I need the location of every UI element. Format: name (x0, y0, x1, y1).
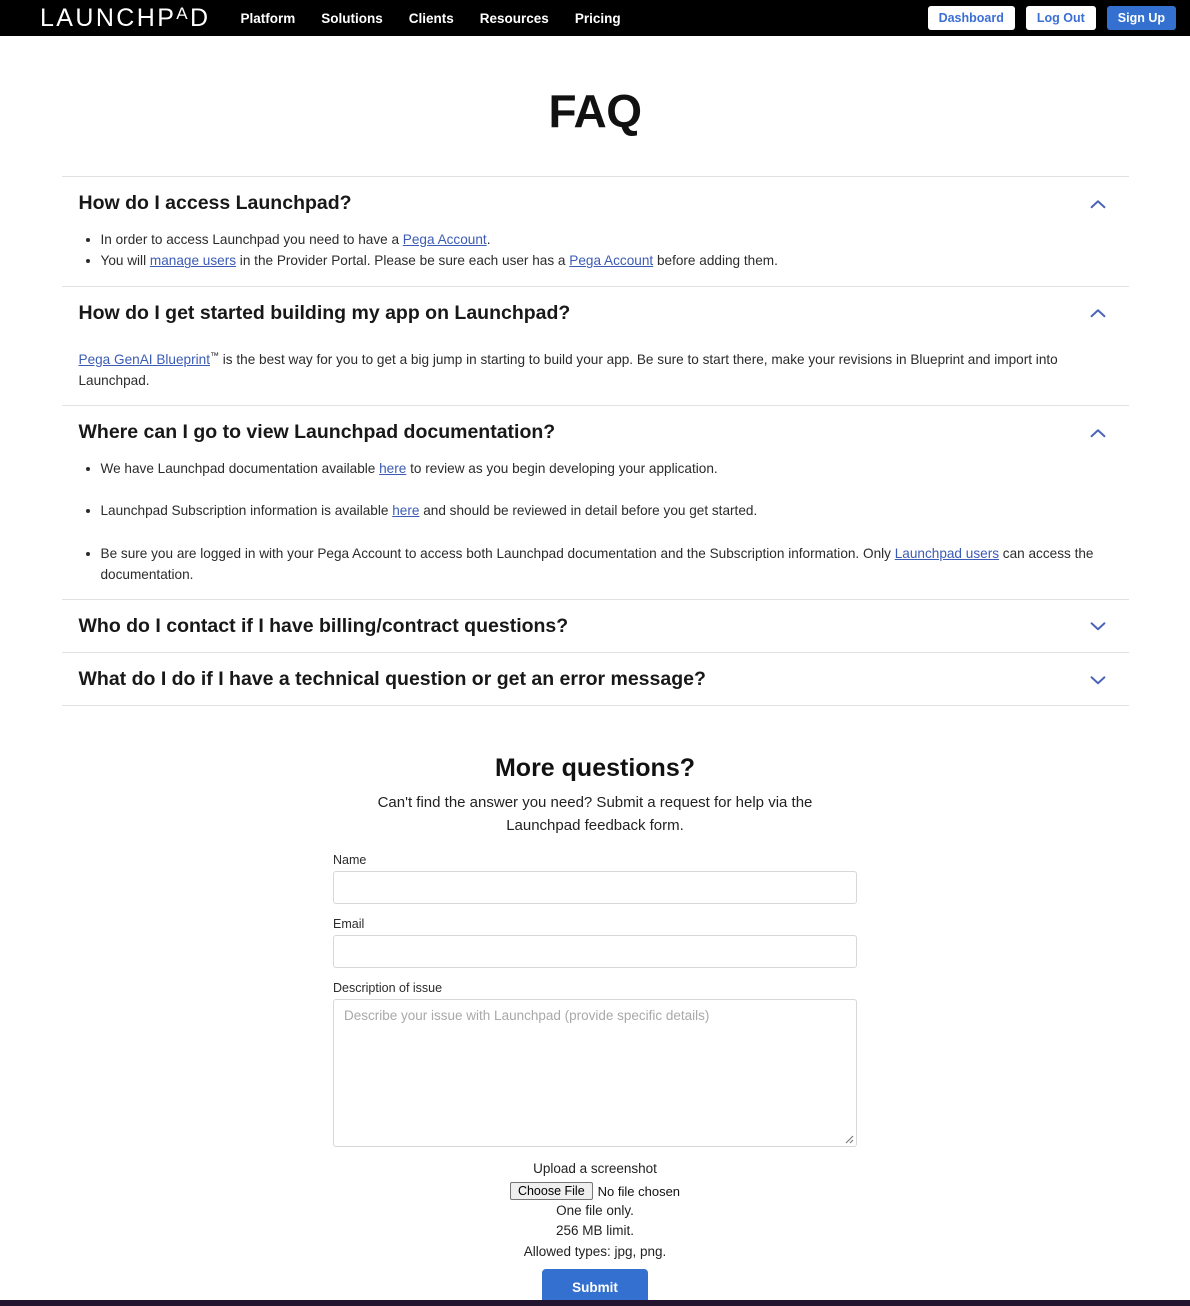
faq-item (62, 287, 1129, 407)
faq-question-header[interactable] (62, 653, 1129, 705)
faq-bullet-list (79, 458, 1112, 584)
body-text: . (486, 232, 491, 248)
logo-text-superscript: A (176, 3, 191, 23)
nav-item-clients[interactable]: Clients (408, 10, 454, 26)
inline-link[interactable]: Pega GenAI Blueprint (78, 351, 210, 367)
faq-bullet-item (101, 543, 1112, 585)
launchpad-logo[interactable] (40, 3, 211, 32)
faq-question-text: What do I do if I have a technical question or get an error message? (78, 668, 706, 691)
faq-question-text: Where can I go to view Launchpad documentation? (78, 421, 556, 444)
faq-bullet-item (101, 458, 1112, 479)
chevron-down-icon[interactable] (1088, 674, 1108, 686)
body-text: and should be reviewed in detail before you get started. (419, 503, 758, 519)
faq-question-text: How do I access Launchpad? (78, 192, 352, 214)
footer-strip (0, 1300, 1190, 1306)
signup-button[interactable]: Sign Up (1107, 6, 1176, 30)
body-text: can access the documentation. (100, 545, 1094, 582)
size-limit-text: 256 MB limit. (555, 1223, 635, 1239)
nav-item-platform[interactable]: Platform (240, 10, 296, 26)
page-title: FAQ (548, 85, 642, 137)
inline-link[interactable]: Pega Account (569, 253, 654, 269)
choose-file-button[interactable]: Choose File (510, 1182, 593, 1200)
file-input-row (62, 1182, 1129, 1202)
allowed-types-text: Allowed types: jpg, png. (523, 1243, 667, 1259)
body-text: You will (100, 253, 150, 269)
inline-link[interactable]: Launchpad users (894, 545, 1000, 561)
dashboard-button[interactable]: Dashboard (928, 6, 1015, 30)
logo-text-main: LAUNCHP (40, 3, 177, 32)
logo-text-tail: D (190, 3, 211, 32)
email-label: Email (333, 917, 365, 932)
chevron-up-icon[interactable] (1088, 307, 1108, 319)
trademark-symbol: ™ (210, 350, 219, 361)
chevron-up-icon[interactable] (1088, 427, 1108, 439)
faq-question-header[interactable] (62, 600, 1129, 652)
body-text: Launchpad Subscription information is available (100, 503, 393, 519)
body-text: We have Launchpad documentation available (100, 461, 380, 477)
description-textarea[interactable] (333, 999, 857, 1147)
submit-button[interactable]: Submit (542, 1269, 648, 1306)
chevron-down-icon[interactable] (1088, 620, 1108, 632)
faq-question-header[interactable] (62, 406, 1129, 458)
description-label: Description of issue (333, 981, 443, 996)
inline-link[interactable]: here (392, 503, 420, 519)
faq-bullet-item (101, 229, 1112, 250)
email-input[interactable] (333, 935, 857, 968)
chevron-up-icon[interactable] (1088, 198, 1108, 210)
no-file-chosen-text: No file chosen (597, 1183, 681, 1199)
nav-item-resources[interactable]: Resources (479, 10, 549, 26)
nav-item-solutions[interactable]: Solutions (321, 10, 383, 26)
more-questions-section (62, 706, 1129, 1306)
upload-section (62, 1159, 1129, 1262)
nav-links (241, 11, 621, 26)
nav-item-pricing[interactable]: Pricing (574, 10, 621, 26)
faq-answer-body (62, 229, 1129, 285)
inline-link[interactable]: Pega Account (402, 232, 487, 248)
more-questions-subtitle: Can't find the answer you need? Submit a request for help via the Launchpad feedback form. (377, 794, 813, 834)
logout-button[interactable]: Log Out (1026, 6, 1096, 30)
faq-paragraph (79, 349, 1112, 391)
faq-bullet-list (79, 229, 1112, 271)
faq-question-header[interactable] (62, 177, 1129, 229)
body-text: in the Provider Portal. Please be sure each user has a (236, 253, 570, 269)
nav-actions (928, 6, 1176, 30)
body-text: before adding them. (653, 253, 778, 269)
faq-question-text: Who do I contact if I have billing/contract questions? (78, 614, 569, 637)
top-navigation-bar (0, 0, 1190, 36)
faq-item (62, 653, 1129, 706)
faq-question-text: How do I get started building my app on Launchpad? (78, 301, 571, 324)
body-text: to review as you begin developing your application. (406, 461, 718, 477)
upload-label: Upload a screenshot (533, 1161, 657, 1177)
faq-item (62, 600, 1129, 653)
name-label: Name (333, 853, 367, 868)
faq-item (62, 406, 1129, 600)
body-text: In order to access Launchpad you need to have a (100, 232, 403, 248)
faq-bullet-item (101, 500, 1112, 521)
inline-link[interactable]: manage users (149, 253, 237, 269)
textarea-resize-handle[interactable] (842, 1132, 854, 1144)
faq-item (62, 177, 1129, 287)
feedback-form (333, 853, 857, 1147)
faq-bullet-item (101, 250, 1112, 271)
faq-question-header[interactable] (62, 287, 1129, 339)
name-input[interactable] (333, 871, 857, 904)
faq-answer-body (62, 458, 1129, 598)
description-placeholder: Describe your issue with Launchpad (provide specific details) (344, 1008, 710, 1024)
body-text: Be sure you are logged in with your Pega Account to access both Launchpad documentation and the Subscription information. Only (100, 545, 895, 561)
body-text: is the best way for you to get a big jump in starting to build your app. Be sure to start there, make your revisions in Blueprint and import into Launchpad. (78, 351, 1058, 388)
inline-link[interactable]: here (379, 461, 407, 477)
faq-accordion (62, 176, 1129, 706)
faq-answer-body (62, 349, 1129, 405)
more-questions-title: More questions? (494, 754, 695, 783)
one-file-only-text: One file only. (556, 1203, 634, 1219)
